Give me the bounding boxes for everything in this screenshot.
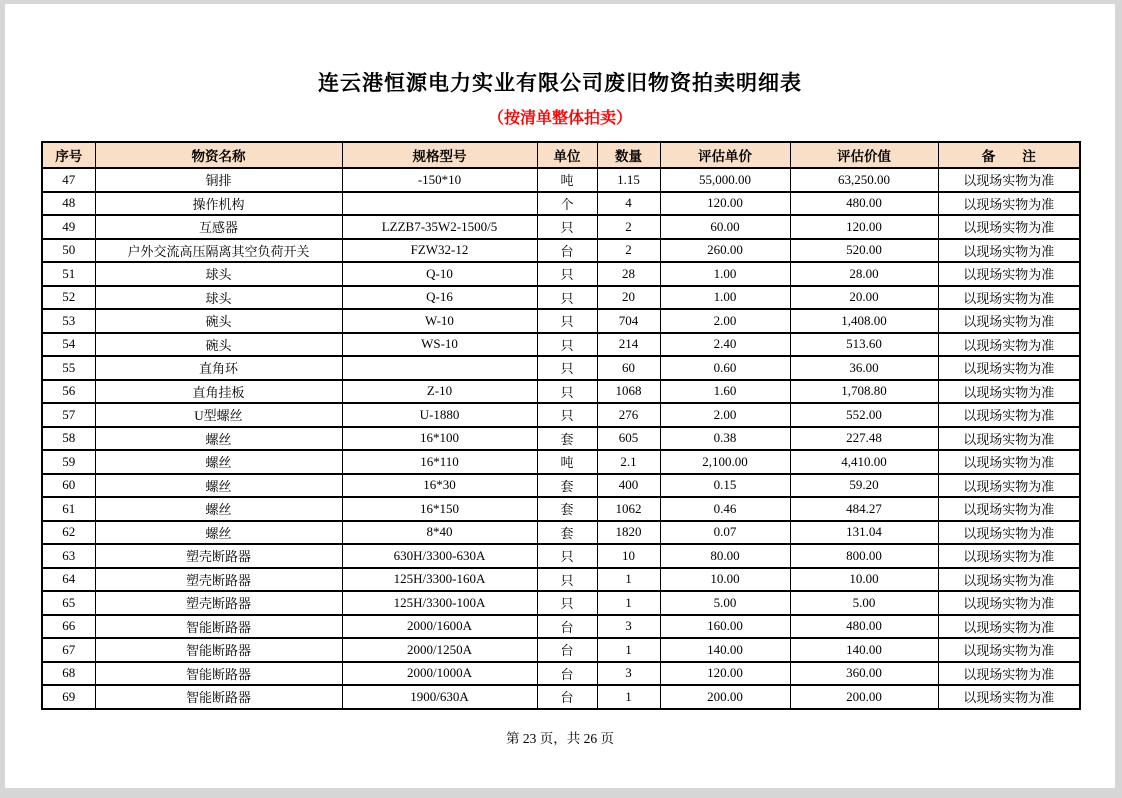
table-row (42, 403, 1080, 427)
unit-price-cell: 0.38 (660, 427, 790, 451)
remark-cell: 以现场实物为准 (938, 497, 1080, 521)
remark-cell: 以现场实物为准 (938, 309, 1080, 333)
quantity-cell: 10 (597, 544, 660, 568)
unit-price-cell: 2,100.00 (660, 450, 790, 474)
spec-model-cell: 16*100 (342, 427, 537, 451)
item-name-cell: 操作机构 (95, 192, 342, 216)
column-header: 规格型号 (342, 142, 537, 168)
unit-price-cell: 55,000.00 (660, 168, 790, 192)
quantity-cell: 1820 (597, 521, 660, 545)
assessed-value-cell: 484.27 (790, 497, 938, 521)
table-row (42, 380, 1080, 404)
page-subtitle: （按清单整体拍卖） (487, 110, 632, 127)
remark-cell: 以现场实物为准 (938, 286, 1080, 310)
row-number-cell: 55 (42, 356, 95, 380)
spec-model-cell: 125H/3300-100A (342, 591, 537, 615)
column-header: 备 注 (938, 142, 1080, 168)
unit-price-cell: 10.00 (660, 568, 790, 592)
assessed-value-cell: 520.00 (790, 239, 938, 263)
row-number-cell: 67 (42, 638, 95, 662)
assessed-value-cell: 360.00 (790, 662, 938, 686)
column-header: 单位 (537, 142, 597, 168)
assessed-value-cell: 800.00 (790, 544, 938, 568)
unit-price-cell: 2.00 (660, 403, 790, 427)
row-number-cell: 51 (42, 262, 95, 286)
remark-cell: 以现场实物为准 (938, 262, 1080, 286)
item-name-cell: 直角环 (95, 356, 342, 380)
unit-cell: 只 (537, 591, 597, 615)
table-row (42, 521, 1080, 545)
unit-cell: 只 (537, 403, 597, 427)
unit-price-cell: 140.00 (660, 638, 790, 662)
table-header-row (42, 142, 1080, 168)
row-number-cell: 65 (42, 591, 95, 615)
quantity-cell: 605 (597, 427, 660, 451)
quantity-cell: 1 (597, 638, 660, 662)
quantity-cell: 60 (597, 356, 660, 380)
unit-cell: 只 (537, 215, 597, 239)
quantity-cell: 3 (597, 662, 660, 686)
column-header: 数量 (597, 142, 660, 168)
quantity-cell: 2 (597, 215, 660, 239)
table-row (42, 333, 1080, 357)
row-number-cell: 57 (42, 403, 95, 427)
unit-price-cell: 160.00 (660, 615, 790, 639)
spec-model-cell: 16*150 (342, 497, 537, 521)
row-number-cell: 62 (42, 521, 95, 545)
row-number-cell: 61 (42, 497, 95, 521)
unit-cell: 台 (537, 638, 597, 662)
item-name-cell: U型螺丝 (95, 403, 342, 427)
table-row (42, 192, 1080, 216)
row-number-cell: 53 (42, 309, 95, 333)
column-header: 物资名称 (95, 142, 342, 168)
remark-cell: 以现场实物为准 (938, 638, 1080, 662)
table-row (42, 591, 1080, 615)
spec-model-cell (342, 192, 537, 216)
page-number-footer: 第 23 页，共 26 页 (506, 730, 614, 746)
table-row (42, 615, 1080, 639)
assessed-value-cell: 480.00 (790, 615, 938, 639)
assessed-value-cell: 59.20 (790, 474, 938, 498)
item-name-cell: 智能断路器 (95, 638, 342, 662)
row-number-cell: 56 (42, 380, 95, 404)
quantity-cell: 400 (597, 474, 660, 498)
spec-model-cell: 630H/3300-630A (342, 544, 537, 568)
row-number-cell: 63 (42, 544, 95, 568)
column-header: 评估单价 (660, 142, 790, 168)
unit-cell: 只 (537, 380, 597, 404)
row-number-cell: 52 (42, 286, 95, 310)
spec-model-cell: 2000/1600A (342, 615, 537, 639)
assessed-value-cell: 63,250.00 (790, 168, 938, 192)
spec-model-cell: 2000/1000A (342, 662, 537, 686)
quantity-cell: 704 (597, 309, 660, 333)
item-name-cell: 智能断路器 (95, 662, 342, 686)
unit-cell: 套 (537, 497, 597, 521)
quantity-cell: 2 (597, 239, 660, 263)
item-name-cell: 铜排 (95, 168, 342, 192)
unit-cell: 台 (537, 685, 597, 709)
unit-cell: 套 (537, 521, 597, 545)
assessed-value-cell: 1,708.80 (790, 380, 938, 404)
item-name-cell: 智能断路器 (95, 615, 342, 639)
unit-price-cell: 1.60 (660, 380, 790, 404)
quantity-cell: 1 (597, 591, 660, 615)
remark-cell: 以现场实物为准 (938, 239, 1080, 263)
remark-cell: 以现场实物为准 (938, 403, 1080, 427)
item-name-cell: 螺丝 (95, 427, 342, 451)
unit-price-cell: 1.00 (660, 262, 790, 286)
row-number-cell: 59 (42, 450, 95, 474)
unit-price-cell: 0.15 (660, 474, 790, 498)
spec-model-cell: 8*40 (342, 521, 537, 545)
remark-cell: 以现场实物为准 (938, 427, 1080, 451)
table-row (42, 309, 1080, 333)
spec-model-cell: FZW32-12 (342, 239, 537, 263)
item-name-cell: 塑壳断路器 (95, 568, 342, 592)
spec-model-cell: WS-10 (342, 333, 537, 357)
remark-cell: 以现场实物为准 (938, 568, 1080, 592)
unit-price-cell: 120.00 (660, 192, 790, 216)
unit-price-cell: 260.00 (660, 239, 790, 263)
table-row (42, 427, 1080, 451)
quantity-cell: 4 (597, 192, 660, 216)
quantity-cell: 1 (597, 685, 660, 709)
unit-cell: 只 (537, 568, 597, 592)
item-name-cell: 球头 (95, 286, 342, 310)
quantity-cell: 3 (597, 615, 660, 639)
unit-cell: 只 (537, 286, 597, 310)
remark-cell: 以现场实物为准 (938, 521, 1080, 545)
spec-model-cell: 2000/1250A (342, 638, 537, 662)
row-number-cell: 60 (42, 474, 95, 498)
quantity-cell: 1.15 (597, 168, 660, 192)
table-row (42, 356, 1080, 380)
quantity-cell: 276 (597, 403, 660, 427)
unit-cell: 只 (537, 309, 597, 333)
unit-price-cell: 120.00 (660, 662, 790, 686)
unit-price-cell: 0.07 (660, 521, 790, 545)
unit-cell: 台 (537, 662, 597, 686)
remark-cell: 以现场实物为准 (938, 215, 1080, 239)
unit-cell: 台 (537, 239, 597, 263)
row-number-cell: 47 (42, 168, 95, 192)
quantity-cell: 28 (597, 262, 660, 286)
item-name-cell: 塑壳断路器 (95, 591, 342, 615)
unit-cell: 吨 (537, 168, 597, 192)
item-name-cell: 球头 (95, 262, 342, 286)
table-row (42, 286, 1080, 310)
row-number-cell: 64 (42, 568, 95, 592)
assessed-value-cell: 227.48 (790, 427, 938, 451)
unit-cell: 吨 (537, 450, 597, 474)
unit-cell: 套 (537, 427, 597, 451)
table-row (42, 239, 1080, 263)
unit-price-cell: 200.00 (660, 685, 790, 709)
quantity-cell: 1062 (597, 497, 660, 521)
assessed-value-cell: 140.00 (790, 638, 938, 662)
item-name-cell: 螺丝 (95, 521, 342, 545)
item-name-cell: 塑壳断路器 (95, 544, 342, 568)
assessed-value-cell: 480.00 (790, 192, 938, 216)
table-row (42, 262, 1080, 286)
item-name-cell: 螺丝 (95, 497, 342, 521)
row-number-cell: 48 (42, 192, 95, 216)
row-number-cell: 66 (42, 615, 95, 639)
table-row (42, 568, 1080, 592)
row-number-cell: 68 (42, 662, 95, 686)
table-row (42, 168, 1080, 192)
spec-model-cell: U-1880 (342, 403, 537, 427)
remark-cell: 以现场实物为准 (938, 356, 1080, 380)
spec-model-cell (342, 356, 537, 380)
assessed-value-cell: 120.00 (790, 215, 938, 239)
assessed-value-cell: 20.00 (790, 286, 938, 310)
row-number-cell: 54 (42, 333, 95, 357)
unit-cell: 套 (537, 474, 597, 498)
item-name-cell: 螺丝 (95, 450, 342, 474)
unit-price-cell: 1.00 (660, 286, 790, 310)
remark-cell: 以现场实物为准 (938, 450, 1080, 474)
unit-price-cell: 60.00 (660, 215, 790, 239)
unit-price-cell: 0.46 (660, 497, 790, 521)
assessed-value-cell: 552.00 (790, 403, 938, 427)
quantity-cell: 1068 (597, 380, 660, 404)
assessed-value-cell: 513.60 (790, 333, 938, 357)
unit-cell: 台 (537, 615, 597, 639)
remark-cell: 以现场实物为准 (938, 474, 1080, 498)
unit-price-cell: 5.00 (660, 591, 790, 615)
spec-model-cell: 125H/3300-160A (342, 568, 537, 592)
table-row (42, 662, 1080, 686)
item-name-cell: 互感器 (95, 215, 342, 239)
unit-price-cell: 0.60 (660, 356, 790, 380)
row-number-cell: 50 (42, 239, 95, 263)
row-number-cell: 49 (42, 215, 95, 239)
spec-model-cell: 1900/630A (342, 685, 537, 709)
unit-price-cell: 2.40 (660, 333, 790, 357)
table-row (42, 685, 1080, 709)
spec-model-cell: Z-10 (342, 380, 537, 404)
column-header: 序号 (42, 142, 95, 168)
table-row (42, 544, 1080, 568)
assessed-value-cell: 4,410.00 (790, 450, 938, 474)
page-title: 连云港恒源电力实业有限公司废旧物资拍卖明细表 (318, 72, 802, 95)
table-row (42, 638, 1080, 662)
unit-cell: 只 (537, 356, 597, 380)
table-row (42, 474, 1080, 498)
spec-model-cell: -150*10 (342, 168, 537, 192)
document-page (5, 4, 1115, 788)
spec-model-cell: Q-16 (342, 286, 537, 310)
remark-cell: 以现场实物为准 (938, 591, 1080, 615)
quantity-cell: 2.1 (597, 450, 660, 474)
item-name-cell: 户外交流高压隔离其空负荷开关 (95, 239, 342, 263)
remark-cell: 以现场实物为准 (938, 685, 1080, 709)
item-name-cell: 智能断路器 (95, 685, 342, 709)
remark-cell: 以现场实物为准 (938, 380, 1080, 404)
assessed-value-cell: 5.00 (790, 591, 938, 615)
remark-cell: 以现场实物为准 (938, 662, 1080, 686)
table-row (42, 450, 1080, 474)
column-header: 评估价值 (790, 142, 938, 168)
table-row (42, 497, 1080, 521)
item-name-cell: 碗头 (95, 309, 342, 333)
table-row (42, 215, 1080, 239)
spec-model-cell: 16*110 (342, 450, 537, 474)
unit-price-cell: 2.00 (660, 309, 790, 333)
spec-model-cell: LZZB7-35W2-1500/5 (342, 215, 537, 239)
assessed-value-cell: 36.00 (790, 356, 938, 380)
row-number-cell: 69 (42, 685, 95, 709)
quantity-cell: 214 (597, 333, 660, 357)
remark-cell: 以现场实物为准 (938, 544, 1080, 568)
quantity-cell: 1 (597, 568, 660, 592)
unit-cell: 个 (537, 192, 597, 216)
spec-model-cell: Q-10 (342, 262, 537, 286)
spec-model-cell: 16*30 (342, 474, 537, 498)
spec-model-cell: W-10 (342, 309, 537, 333)
remark-cell: 以现场实物为准 (938, 615, 1080, 639)
item-name-cell: 直角挂板 (95, 380, 342, 404)
remark-cell: 以现场实物为准 (938, 333, 1080, 357)
auction-detail-table (41, 141, 1081, 710)
unit-cell: 只 (537, 262, 597, 286)
quantity-cell: 20 (597, 286, 660, 310)
unit-cell: 只 (537, 544, 597, 568)
assessed-value-cell: 10.00 (790, 568, 938, 592)
remark-cell: 以现场实物为准 (938, 192, 1080, 216)
unit-price-cell: 80.00 (660, 544, 790, 568)
item-name-cell: 螺丝 (95, 474, 342, 498)
assessed-value-cell: 200.00 (790, 685, 938, 709)
unit-cell: 只 (537, 333, 597, 357)
row-number-cell: 58 (42, 427, 95, 451)
assessed-value-cell: 1,408.00 (790, 309, 938, 333)
table-body (42, 168, 1080, 709)
remark-cell: 以现场实物为准 (938, 168, 1080, 192)
item-name-cell: 碗头 (95, 333, 342, 357)
assessed-value-cell: 28.00 (790, 262, 938, 286)
assessed-value-cell: 131.04 (790, 521, 938, 545)
